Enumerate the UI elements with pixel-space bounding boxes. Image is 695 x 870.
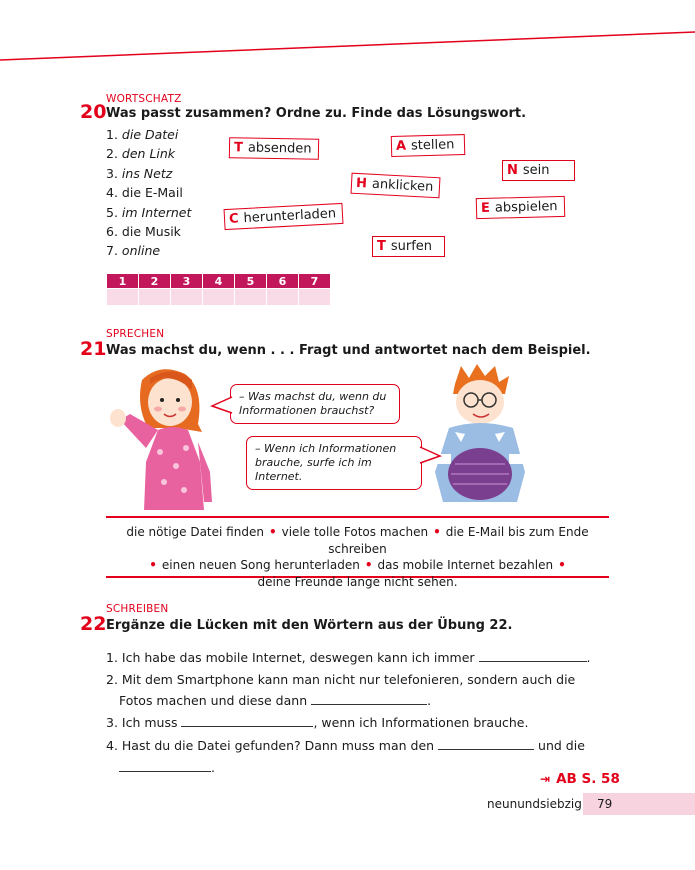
exercise-title-21: Was machst du, wenn . . . Fragt und antwortet nach dem Beispiel. [106,343,591,358]
phrase: das mobile Internet bezahlen [377,558,554,572]
section-label-wortschatz: WORTSCHATZ [106,93,182,105]
list-item: 3. ins Netz [106,165,173,181]
header-rule [0,0,695,70]
page-word: neunundsiebzig [487,797,582,811]
phrase-box: die nötige Datei finden • viele tolle Fotos machen • die E-Mail bis zum Ende schreiben • einen neuen Song herunterladen • das mobile Internet bezahlen • deine Freunde lange nicht sehen. [106,516,609,578]
word-card-absenden[interactable]: T absenden [229,137,319,160]
boy-illustration [425,362,535,510]
sentence-4: 4. Hast du die Datei gefunden? Dann muss man den und die [106,735,646,756]
blank-field[interactable] [438,735,534,750]
list-item: 7. online [106,243,161,259]
word-card-herunterladen[interactable]: C herunterladen [224,203,344,230]
phrase: die nötige Datei finden [126,525,264,539]
solution-header: 7 [299,274,331,289]
girl-illustration [100,362,220,510]
speech-bubble-answer: – Wenn ich Informationen brauche, surfe ich im Internet. [246,436,422,490]
exercise-number-20: 20 [80,101,107,123]
list-item: 1. die Datei [106,127,179,142]
list-item: 2. den Link [106,146,176,162]
solution-cell[interactable] [267,289,299,306]
phrase: die E-Mail bis zum Ende schreiben [328,525,589,556]
bubble-tail-right [418,446,442,466]
sentence-2: 2. Mit dem Smartphone kann man nicht nur telefonieren, sondern auch die Fotos machen und diese dann . [106,672,576,708]
word-card-sein[interactable]: N sein [502,160,575,181]
sentence-3: 3. Ich muss , wenn ich Informationen brauche. [106,712,626,733]
list-item: 4. die E-Mail [106,185,183,201]
solution-header: 1 [107,274,139,289]
phrase: deine Freunde lange nicht sehen. [257,574,458,589]
phrase-list [106,125,191,261]
word-card-abspielen[interactable]: E abspielen [476,196,565,219]
solution-header: 6 [267,274,299,289]
solution-header: 3 [171,274,203,289]
exercise-number-22: 22 [80,613,107,635]
sentence-4-continued: . [119,757,215,778]
solution-cell[interactable] [107,289,139,306]
solution-header: 5 [235,274,267,289]
section-label-sprechen: SPRECHEN [106,328,165,340]
blank-field[interactable] [479,647,587,662]
solution-header: 2 [139,274,171,289]
blank-field[interactable] [119,757,211,772]
solution-cell[interactable] [139,289,171,306]
solution-cell[interactable] [235,289,267,306]
solution-header: 4 [203,274,235,289]
bubble-tail-left [210,396,234,416]
phrase: viele tolle Fotos machen [281,525,429,539]
section-label-schreiben: SCHREIBEN [106,603,169,615]
sentence-1: 1. Ich habe das mobile Internet, deswegen kann ich immer . [106,647,626,668]
exercise-title-20: Was passt zusammen? Ordne zu. Finde das Lösungswort. [106,106,527,121]
blank-field[interactable] [181,712,313,727]
exercise-title-22: Ergänze die Lücken mit den Wörtern aus der Übung 22. [106,618,513,633]
solution-cell[interactable] [171,289,203,306]
solution-cell[interactable] [299,289,331,306]
word-card-anklicken[interactable]: H anklicken [351,173,441,199]
word-card-surfen[interactable]: T surfen [372,236,445,257]
workbook-reference[interactable]: ⇥ AB S. 58 [540,771,620,787]
blank-field[interactable] [311,690,427,705]
page-number: 79 [583,793,695,815]
solution-cell[interactable] [203,289,235,306]
solution-grid [106,273,331,306]
arrow-icon: ⇥ [540,772,551,786]
speech-bubble-question: – Was machst du, wenn du Informationen brauchst? [230,384,400,424]
exercise-number-21: 21 [80,338,107,360]
list-item: 6. die Musik [106,224,181,240]
phrase: einen neuen Song herunterladen [161,558,360,572]
word-card-stellen[interactable]: A stellen [391,134,466,157]
list-item: 5. im Internet [106,204,192,220]
